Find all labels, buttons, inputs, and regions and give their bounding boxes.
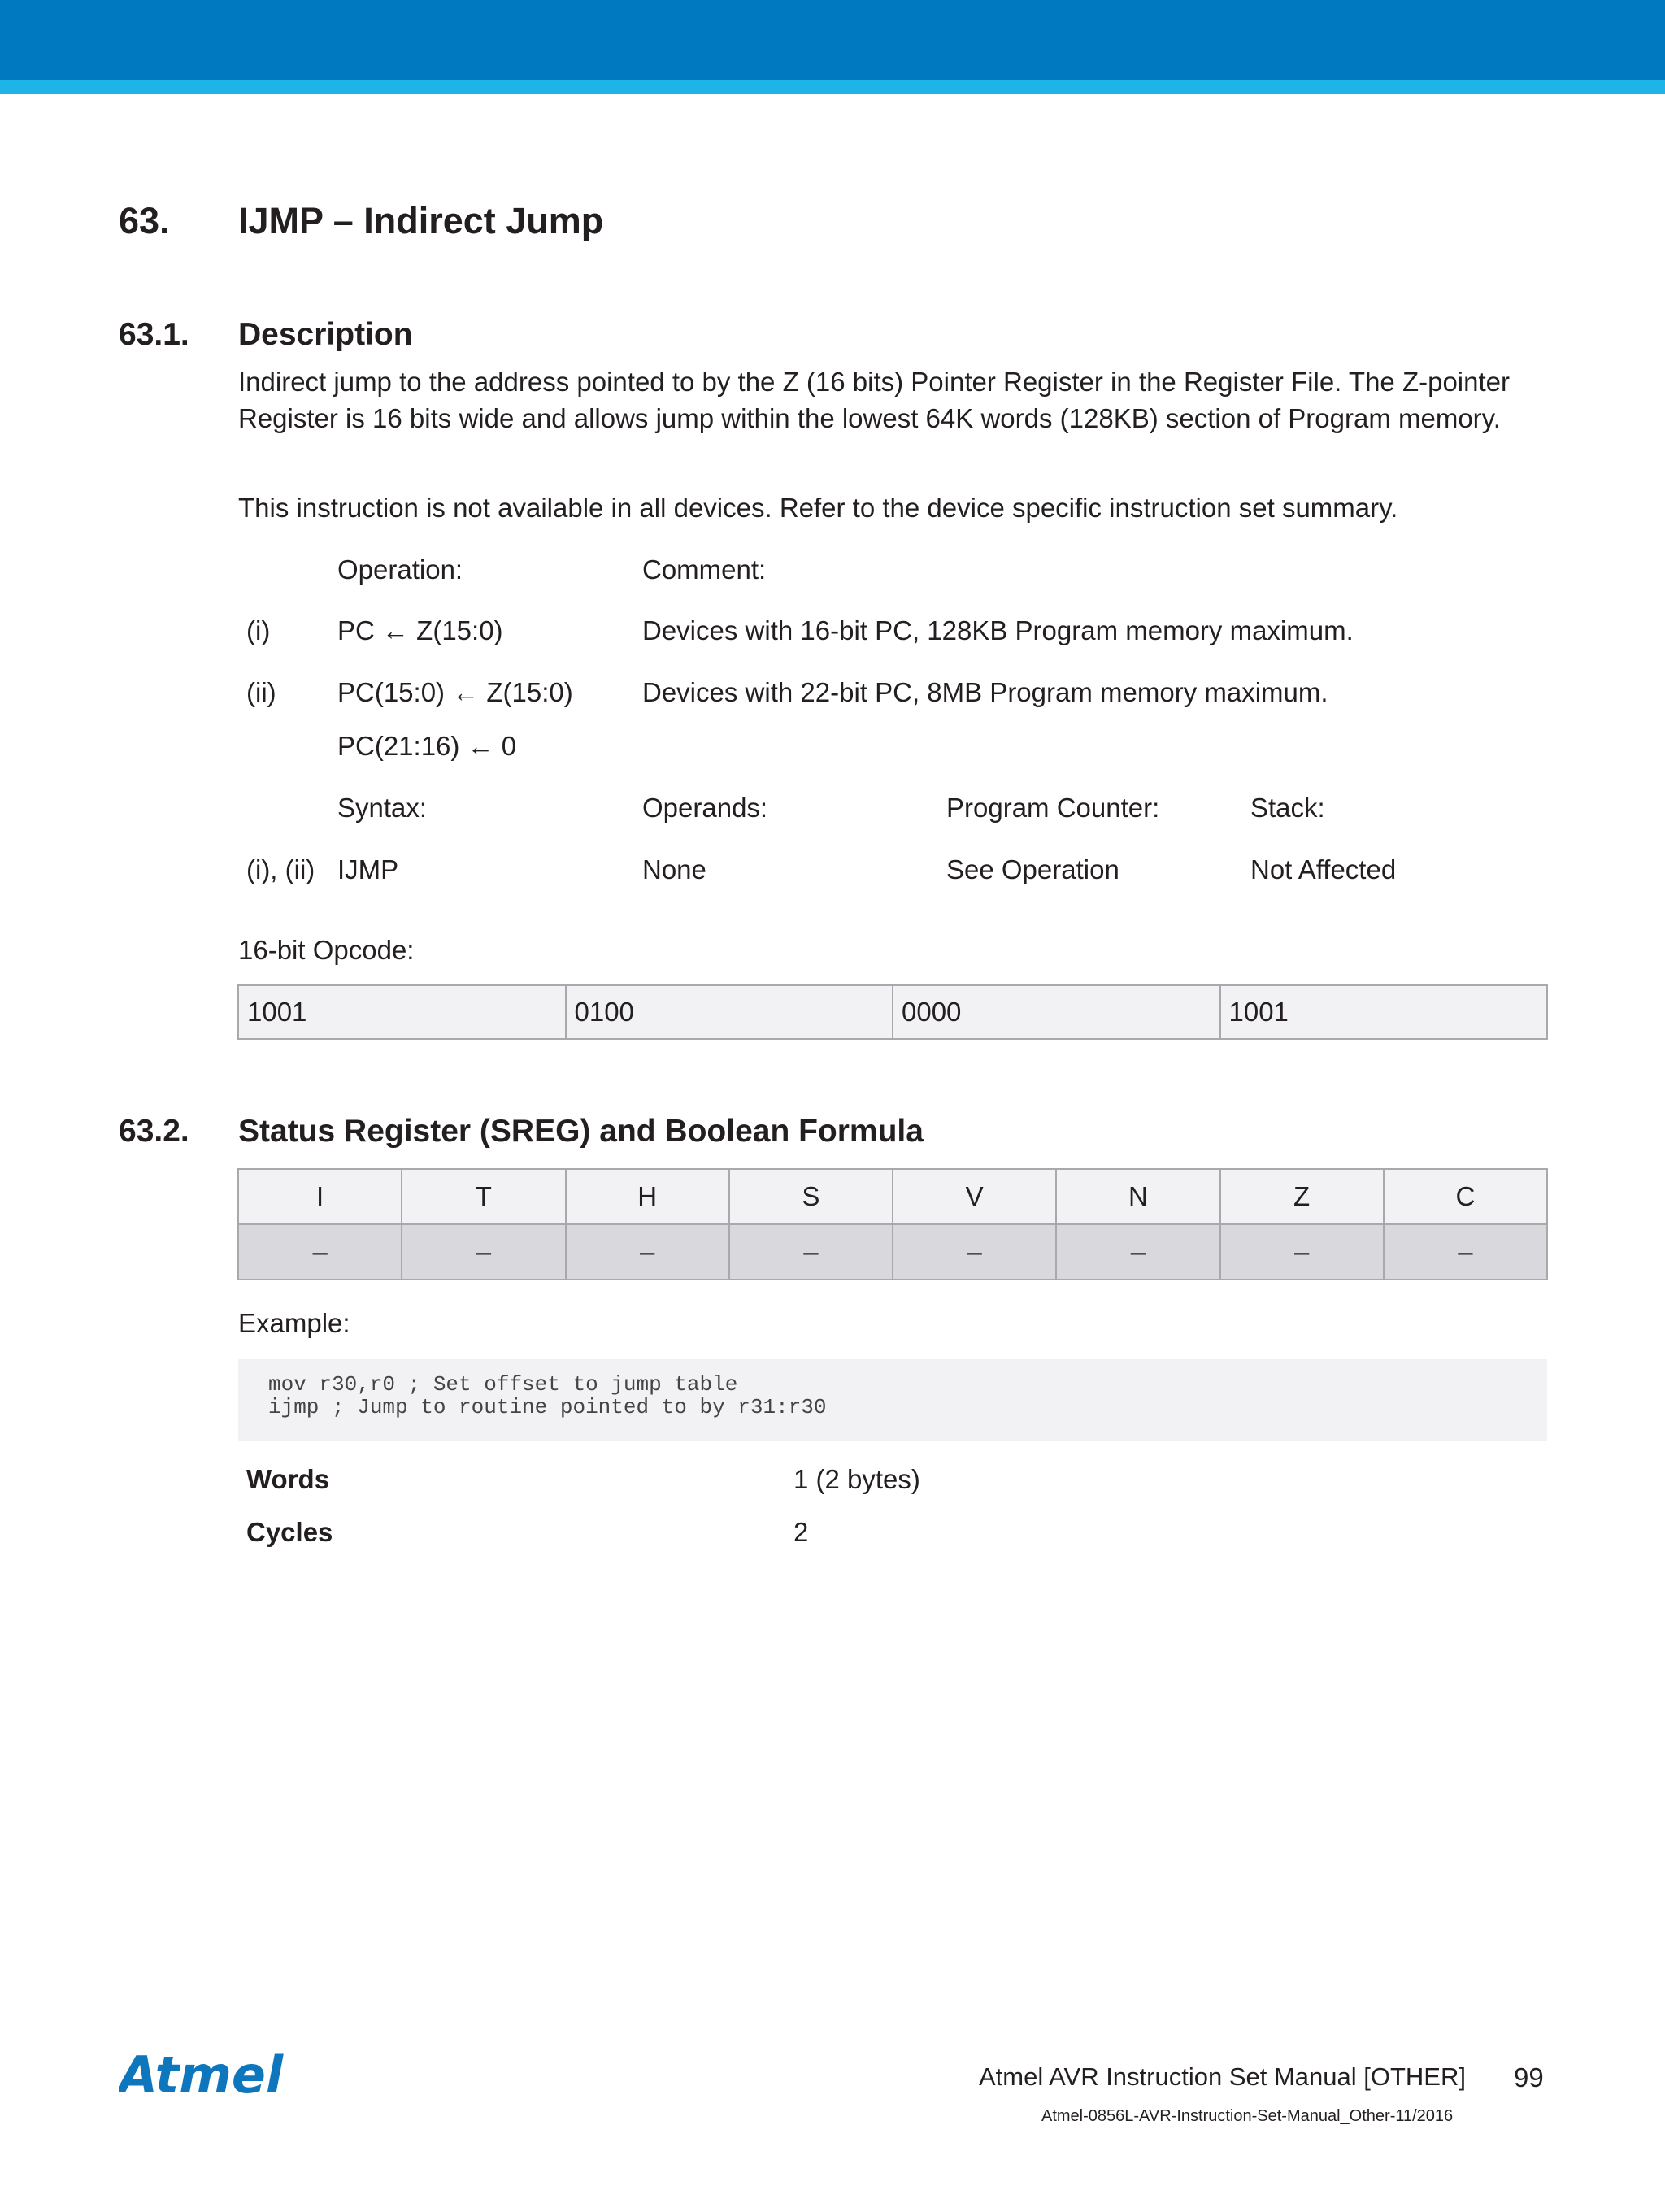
comment-header: Comment: bbox=[642, 554, 767, 585]
words-value: 1 (2 bytes) bbox=[793, 1464, 920, 1494]
sreg-value: – bbox=[1220, 1224, 1384, 1280]
sreg-values-row bbox=[238, 1224, 1547, 1280]
atmel-logo-text: Atmel bbox=[119, 2049, 284, 2102]
operation-header: Operation: bbox=[337, 554, 463, 585]
opcode-cell: 0000 bbox=[893, 985, 1220, 1039]
code-line: ijmp ; Jump to routine pointed to by r31:r30 bbox=[268, 1395, 827, 1419]
sreg-flag: T bbox=[402, 1169, 565, 1224]
header-bar bbox=[0, 0, 1665, 80]
sreg-table bbox=[237, 1168, 1548, 1280]
comment-ii: Devices with 22-bit PC, 8MB Program memory maximum. bbox=[642, 677, 1328, 707]
words-label: Words bbox=[246, 1464, 330, 1494]
operation-label-i: (i) bbox=[246, 615, 271, 645]
syntax-value: IJMP bbox=[337, 854, 399, 884]
subsection-title-sreg: Status Register (SREG) and Boolean Formula bbox=[238, 1114, 924, 1149]
sreg-flag: V bbox=[893, 1169, 1056, 1224]
example-label: Example: bbox=[238, 1308, 350, 1338]
opcode-row bbox=[238, 985, 1547, 1039]
footer-doc-id: Atmel-0856L-AVR-Instruction-Set-Manual_Other-11/2016 bbox=[1041, 2107, 1454, 2125]
subsection-title-description: Description bbox=[238, 317, 413, 352]
sreg-flag: N bbox=[1056, 1169, 1219, 1224]
sreg-value: – bbox=[402, 1224, 565, 1280]
operation-label-ii: (ii) bbox=[246, 677, 276, 707]
program-counter-value: See Operation bbox=[946, 854, 1119, 884]
sreg-value: – bbox=[566, 1224, 729, 1280]
cycles-label: Cycles bbox=[246, 1517, 333, 1547]
operation-i: PC ← Z(15:0) bbox=[337, 615, 503, 645]
opcode-table bbox=[237, 984, 1548, 1040]
stack-header: Stack: bbox=[1250, 793, 1325, 823]
section-number: 63. bbox=[119, 200, 170, 241]
description-paragraph: Indirect jump to the address pointed to by the Z (16 bits) Pointer Register in the Register File. The Z-pointer Register is 16 bits wide and allows jump within the lowest 64K words (128KB) section of Program memory. bbox=[238, 367, 1510, 433]
syntax-label: (i), (ii) bbox=[246, 854, 315, 884]
opcode-label: 16-bit Opcode: bbox=[238, 935, 415, 965]
program-counter-header: Program Counter: bbox=[946, 793, 1160, 823]
sreg-flags-row bbox=[238, 1169, 1547, 1224]
comment-i: Devices with 16-bit PC, 128KB Program memory maximum. bbox=[642, 615, 1354, 645]
availability-note: This instruction is not available in all devices. Refer to the device specific instruction set summary. bbox=[238, 493, 1398, 523]
sreg-value: – bbox=[238, 1224, 402, 1280]
operation-ii: PC(15:0) ← Z(15:0) bbox=[337, 677, 573, 707]
syntax-header: Syntax: bbox=[337, 793, 428, 823]
sreg-value: – bbox=[1384, 1224, 1547, 1280]
sreg-flag: S bbox=[729, 1169, 893, 1224]
footer-manual-title: Atmel AVR Instruction Set Manual [OTHER] bbox=[979, 2062, 1466, 2091]
operation-ii-line2: PC(21:16) ← 0 bbox=[337, 731, 517, 761]
footer-page-number: 99 bbox=[1514, 2062, 1544, 2092]
cycles-value: 2 bbox=[793, 1517, 809, 1547]
sreg-value: – bbox=[1056, 1224, 1219, 1280]
code-block bbox=[238, 1359, 1547, 1441]
opcode-cell: 1001 bbox=[1220, 985, 1548, 1039]
opcode-cell: 0100 bbox=[566, 985, 893, 1039]
sreg-flag: H bbox=[566, 1169, 729, 1224]
sreg-value: – bbox=[729, 1224, 893, 1280]
operands-header: Operands: bbox=[642, 793, 768, 823]
sreg-flag: I bbox=[238, 1169, 402, 1224]
code-line: mov r30,r0 ; Set offset to jump table bbox=[268, 1372, 738, 1397]
atmel-logo bbox=[119, 2049, 289, 2106]
operands-value: None bbox=[642, 854, 706, 884]
sreg-flag: C bbox=[1384, 1169, 1547, 1224]
header-stripe bbox=[0, 80, 1665, 94]
sreg-value: – bbox=[893, 1224, 1056, 1280]
sreg-flag: Z bbox=[1220, 1169, 1384, 1224]
stack-value: Not Affected bbox=[1250, 854, 1397, 884]
opcode-cell: 1001 bbox=[238, 985, 566, 1039]
subsection-number-sreg: 63.2. bbox=[119, 1114, 189, 1149]
subsection-number-description: 63.1. bbox=[119, 317, 189, 352]
section-title: IJMP – Indirect Jump bbox=[238, 200, 604, 241]
